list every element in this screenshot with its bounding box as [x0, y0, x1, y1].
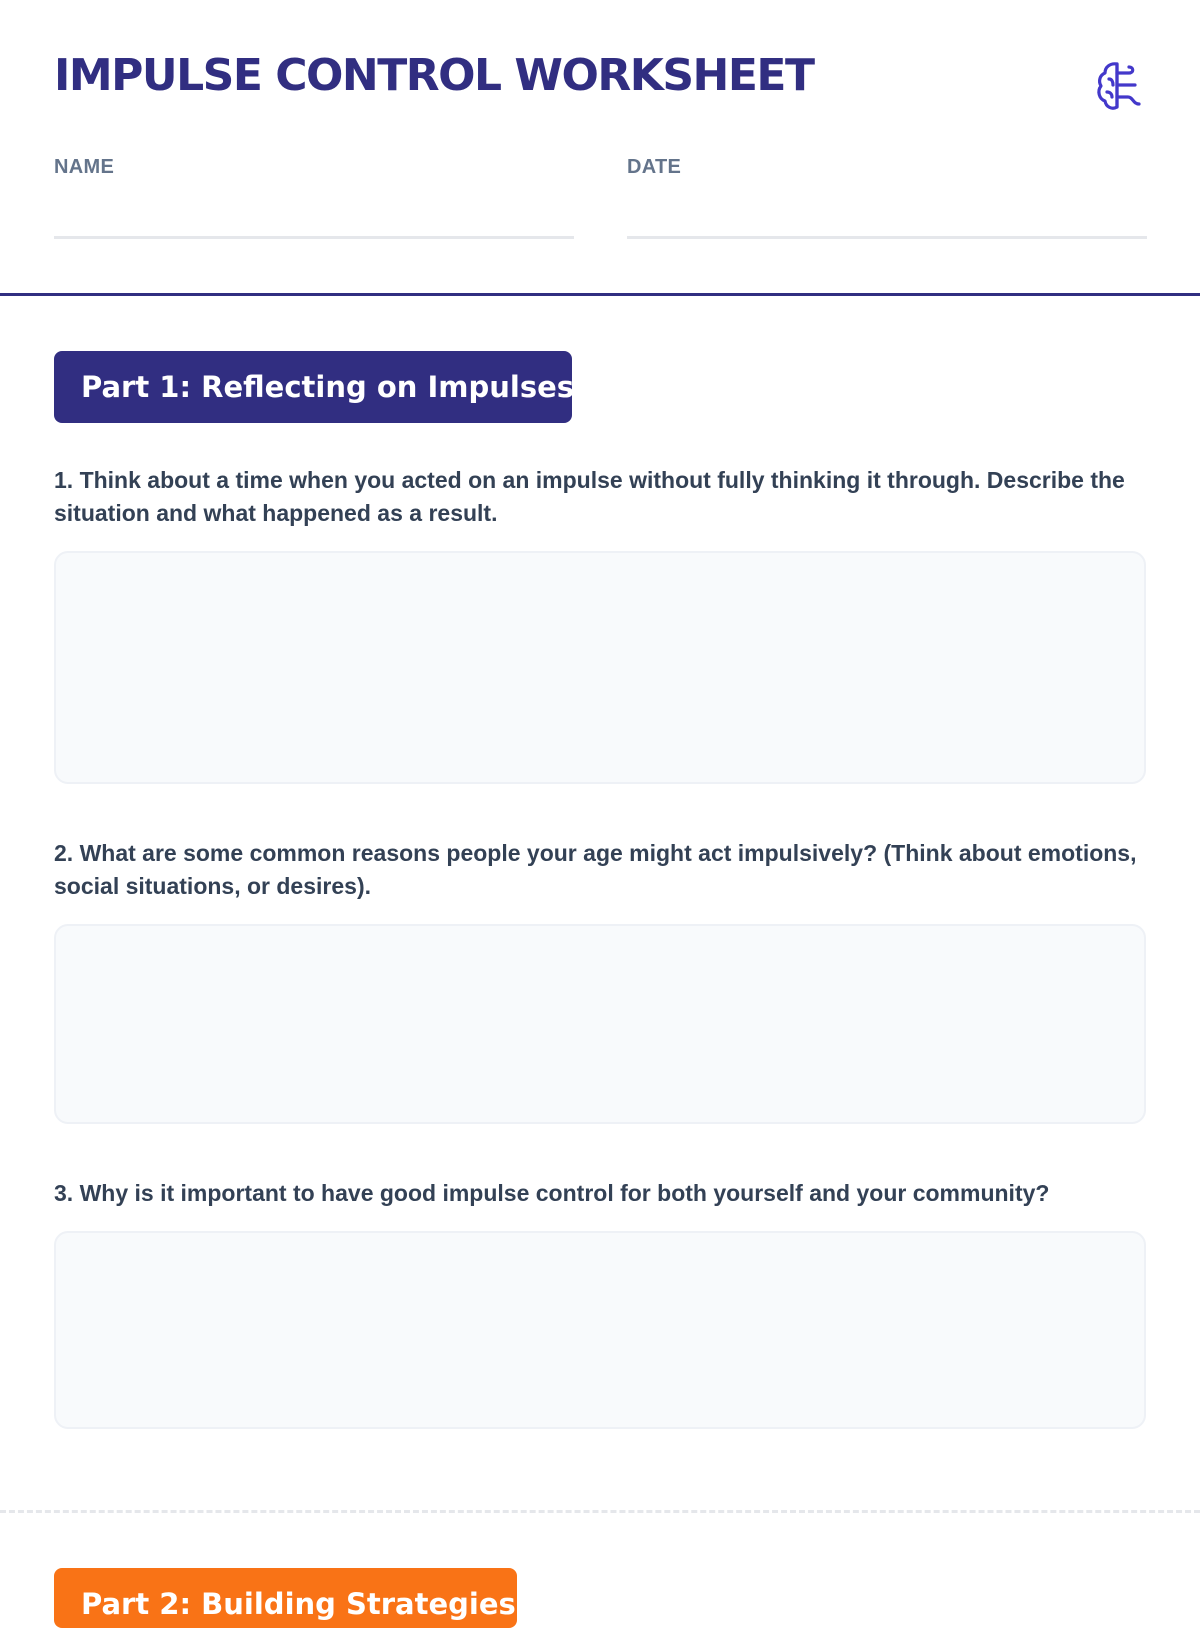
name-field[interactable] [54, 236, 574, 239]
page-title: IMPULSE CONTROL WORKSHEET [54, 50, 814, 101]
answer-box-1[interactable] [54, 551, 1146, 784]
question-3: 3. Why is it important to have good impulse control for both yourself and your community? [54, 1180, 1050, 1206]
name-label: NAME [54, 156, 115, 178]
answer-box-3[interactable] [54, 1231, 1146, 1429]
question-1: 1. Think about a time when you acted on an impulse without fully thinking it through. Describe the situation and what happened as a result. [54, 467, 1125, 526]
section-divider [0, 1510, 1200, 1513]
part2-heading: Part 2: Building Strategies [54, 1568, 517, 1628]
date-field[interactable] [627, 236, 1147, 239]
date-label: DATE [627, 156, 682, 178]
brain-icon [1095, 58, 1147, 112]
answer-box-2[interactable] [54, 924, 1146, 1124]
header-divider [0, 293, 1200, 296]
part1-heading: Part 1: Reflecting on Impulses [54, 351, 572, 423]
question-2: 2. What are some common reasons people your age might act impulsively? (Think about emotions, social situations, or desires). [54, 840, 1137, 899]
